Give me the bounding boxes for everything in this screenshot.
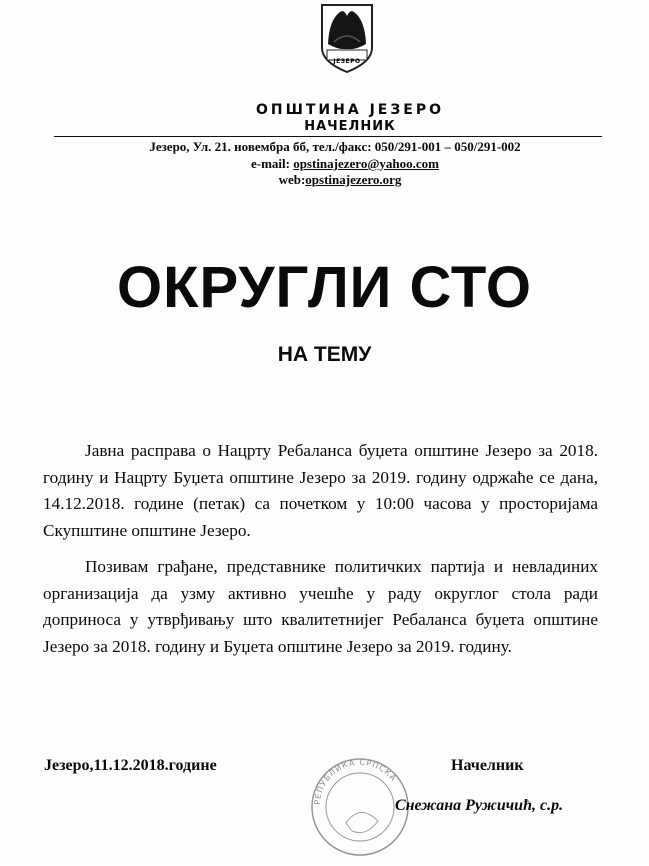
- stamp-text: РЕПУБЛИКА СРПСКА: [312, 757, 399, 806]
- announcement-paragraph: Јавна расправа о Нацрту Ребаланса буџета општине Језеро за 2018. годину и Нацрту Буџета општине Језеро за 2019. годину одржаће се дана, 14.12.2018. године (петак) са почетком у 10:00 часова у просторијама Скупштине општине Језеро.: [43, 441, 598, 540]
- municipality-logo: [316, 0, 378, 82]
- email-label: e-mail:: [250, 156, 294, 171]
- letterhead-divider: [54, 136, 602, 137]
- document-title: ОКРУГЛИ СТО: [117, 255, 532, 320]
- date-and-place: Језеро,11.12.2018.године: [44, 757, 217, 774]
- web-link[interactable]: opstinajezero.org: [305, 172, 402, 187]
- contact-web: [200, 172, 480, 188]
- email-link[interactable]: opstinajezero@yahoo.com: [293, 156, 440, 171]
- invitation-paragraph: Позивам грађане, представнике политичких партија и невладиних организација да узму активно учешће у раду округлог стола ради доприноса у утврђивању што квалитетнијег Ребаланса буџета општине Језеро за 2018. годину и Буџета општине Језеро за 2019. годину.: [43, 557, 598, 656]
- logo-text: ЈЕЗЕРО: [333, 58, 361, 65]
- signatory-title: Начелник: [451, 757, 524, 774]
- logo-emblem-icon: [316, 0, 378, 82]
- web-label: web:: [278, 172, 306, 187]
- document-subtitle: НА ТЕМУ: [277, 343, 372, 366]
- signatory-name: Снежана Ружичић, с.р.: [395, 797, 564, 814]
- contact-email: [180, 156, 510, 172]
- municipality-name: ОПШТИНА ЈЕЗЕРО: [255, 102, 445, 118]
- contact-address: Језеро, Ул. 21. новембра бб, тел./факс: 050/291-001 – 050/291-002: [149, 139, 521, 154]
- svg-text:РЕПУБЛИКА СРПСКА: [313, 758, 398, 805]
- office-name: НАЧЕЛНИК: [304, 119, 396, 134]
